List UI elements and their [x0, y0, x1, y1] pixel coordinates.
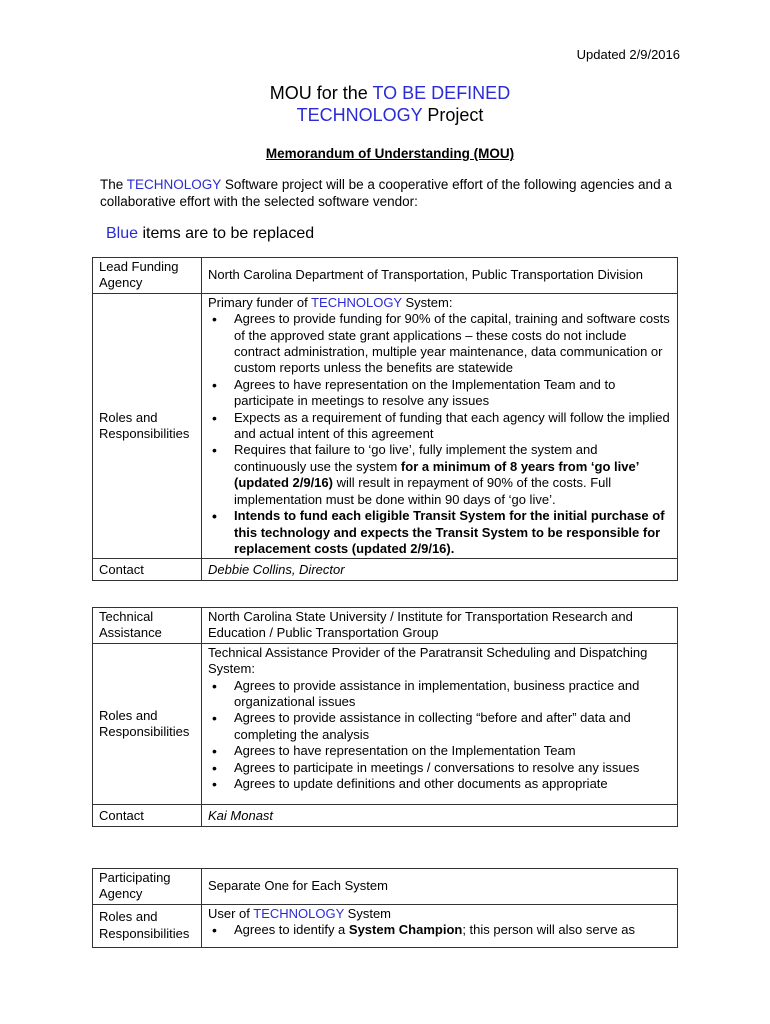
list-item: • Agrees to update definitions and other documents as appropriate	[228, 776, 671, 792]
participating-agency-table	[92, 868, 678, 948]
contact-value: Debbie Collins, Director	[202, 559, 678, 581]
responsibility-list	[208, 922, 671, 938]
agency-label: Participating Agency	[93, 869, 202, 905]
list-item: • Expects as a requirement of funding that each agency will follow the implied and actual intent of this agreement	[228, 410, 671, 443]
list-item: • Agrees to participate in meetings / conversations to resolve any issues	[228, 760, 671, 776]
list-item: • Agrees to identify a System Champion; this person will also serve as	[228, 922, 671, 938]
agency-value: Separate One for Each System	[202, 869, 678, 905]
table-row	[93, 293, 678, 559]
contact-value: Kai Monast	[202, 805, 678, 827]
table-row	[93, 559, 678, 581]
agency-value: North Carolina Department of Transportation, Public Transportation Division	[202, 258, 678, 294]
contact-label: Contact	[93, 559, 202, 581]
roles-value	[202, 293, 678, 559]
roles-value	[202, 643, 678, 805]
contact-label: Contact	[93, 805, 202, 827]
replacement-note: Blue items are to be replaced	[106, 225, 315, 242]
list-item: • Requires that failure to ‘go live’, fully implement the system and continuously use the system for a minimum of 8 years from ‘go live’ (updated 2/9/16) will result in repayment of 90% of the costs. Full implementation must be done within 90 days of ‘go live’.	[228, 442, 671, 508]
list-item: • Agrees to have representation on the Implementation Team	[228, 743, 671, 759]
agency-label: Technical Assistance	[93, 608, 202, 644]
agency-label: Lead Funding Agency	[93, 258, 202, 294]
roles-label: Roles and Responsibilities	[93, 293, 202, 559]
table-row	[93, 643, 678, 805]
list-item: • Agrees to provide assistance in collecting “before and after” data and completing the analysis	[228, 710, 671, 743]
table-row	[93, 904, 678, 947]
list-item: • Intends to fund each eligible Transit System for the initial purchase of this technology and expects the Transit System to be responsible for replacement costs (updated 2/9/16).	[228, 508, 671, 557]
technical-assistance-table	[92, 607, 678, 827]
agency-value: North Carolina State University / Institute for Transportation Research and Education / Public Transportation Group	[202, 608, 678, 644]
responsibility-list	[208, 311, 671, 557]
list-item: • Agrees to provide funding for 90% of the capital, training and software costs of the approved state grant applications – these costs do not include contract administration, multiple year maintenance, data communication or custom reports unless the benefits are statewide	[228, 311, 671, 377]
document-title: MOU for the TO BE DEFINED TECHNOLOGY Project	[269, 83, 511, 125]
table-row	[93, 805, 678, 827]
roles-intro: Technical Assistance Provider of the Paratransit Scheduling and Dispatching System:	[208, 644, 648, 677]
roles-value	[202, 904, 678, 947]
document-subtitle: Memorandum of Understanding (MOU)	[265, 146, 515, 161]
intro-paragraph: The TECHNOLOGY Software project will be a cooperative effort of the following agencies and a collaborative effort with the selected software vendor:	[100, 177, 672, 209]
lead-funding-agency-table	[92, 257, 678, 581]
roles-intro: User of TECHNOLOGY System	[208, 905, 392, 921]
table-row	[93, 869, 678, 905]
roles-intro: Primary funder of TECHNOLOGY System:	[208, 294, 453, 310]
table-row	[93, 608, 678, 644]
list-item: • Agrees to provide assistance in implementation, business practice and organizational issues	[228, 678, 671, 711]
roles-label: Roles and Responsibilities	[93, 904, 202, 947]
updated-date: Updated 2/9/2016	[576, 47, 680, 62]
roles-label: Roles and Responsibilities	[93, 643, 202, 805]
list-item: • Agrees to have representation on the Implementation Team and to participate in meetings to resolve any issues	[228, 377, 671, 410]
responsibility-list	[208, 678, 671, 793]
table-row	[93, 258, 678, 294]
